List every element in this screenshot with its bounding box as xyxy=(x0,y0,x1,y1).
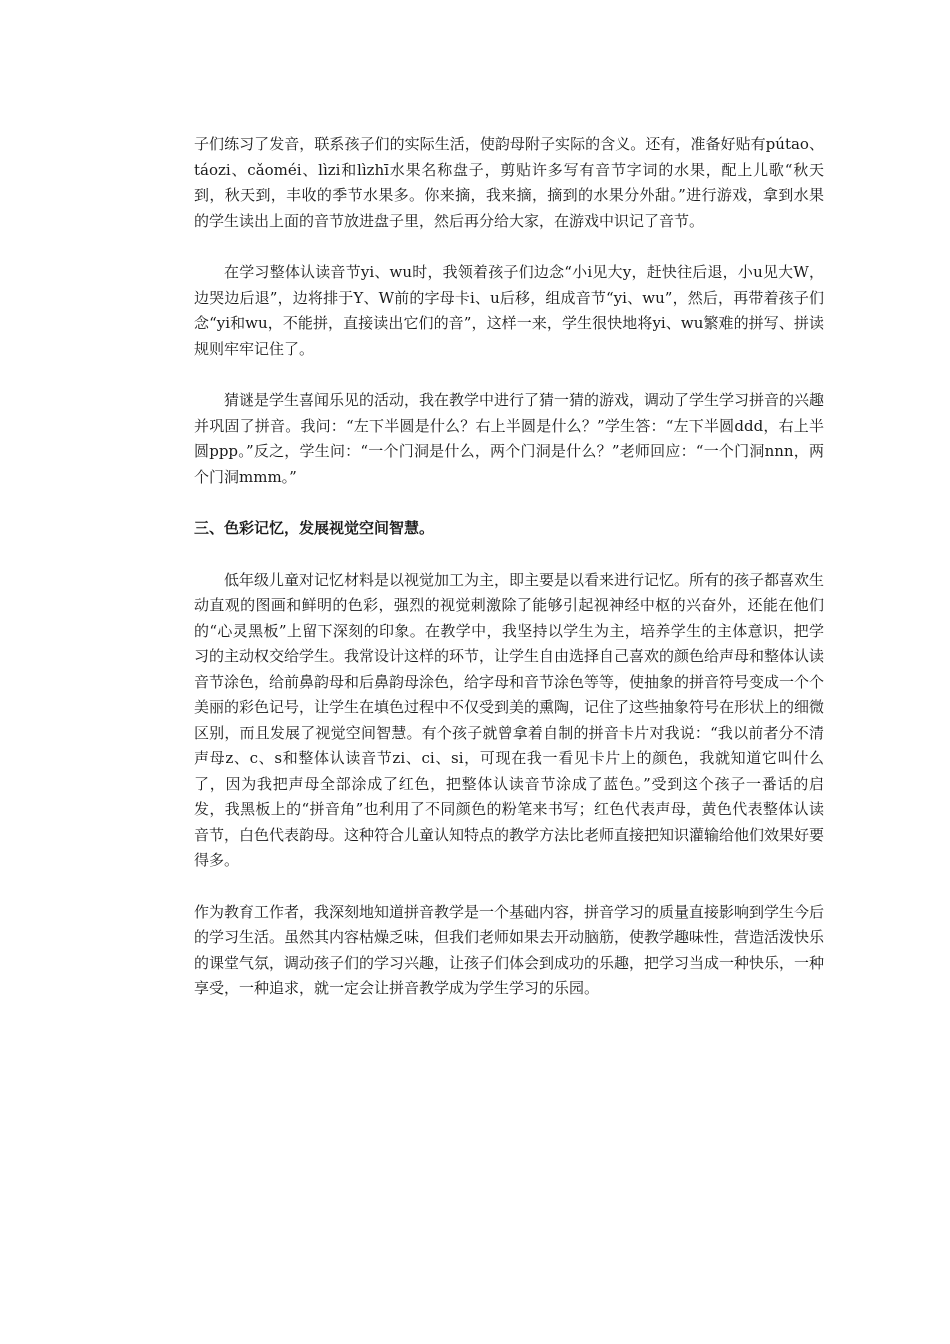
paragraph-color-memory: 低年级儿童对记忆材料是以视觉加工为主，即主要是以看来进行记忆。所有的孩子都喜欢生动直观的图画和鲜明的色彩，强烈的视觉刺激除了能够引起视神经中枢的兴奋外，还能在他们的“心灵黑板”上留下深刻的印象。在教学中，我坚持以学生为主，培养学生的主体意识，把学习的主动权交给学生。我常设计这样的环节，让学生自由选择自己喜欢的颜色给声母和整体认读音节涂色，给前鼻韵母和后鼻韵母涂色，给字母和音节涂色等等，使抽象的拼音符号变成一个个美丽的彩色记号，让学生在填色过程中不仅受到美的熏陶，记住了这些抽象符号在形状上的细微区别，而且发展了视觉空间智慧。有个孩子就曾拿着自制的拼音卡片对我说：“我以前者分不清声母z、c、s和整体认读音节zi、ci、si，可现在我一看见卡片上的颜色，我就知道它叫什么了，因为我把声母全部涂成了红色，把整体认读音节涂成了蓝色。”受到这个孩子一番话的启发，我黑板上的“拼音角”也利用了不同颜色的粉笔来书写；红色代表声母，黄色代表整体认读音节，白色代表韵母。这种符合儿童认知特点的教学方法比老师直接把知识灌输给他们效果好要得多。 xyxy=(194,570,825,869)
document-body xyxy=(194,132,824,1028)
paragraph-conclusion: 作为教育工作者，我深刻地知道拼音教学是一个基础内容，拼音学习的质量直接影响到学生今后的学习生活。虽然其内容枯燥乏味，但我们老师如果去开动脑筋，使教学趣味性，营造活泼快乐的课堂气氛，调动孩子们的学习兴趣，让孩子们体会到成功的乐趣，把学习当成一种快乐，一种享受，一种追求，就一定会让拼音教学成为学生学习的乐园。 xyxy=(194,902,825,997)
paragraph-riddle-game: 猜谜是学生喜闻乐见的活动，我在教学中进行了猜一猜的游戏，调动了学生学习拼音的兴趣并巩固了拼音。我问：“左下半圆是什么？右上半圆是什么？”学生答：“左下半圆ddd，右上半圆ppp。”反之，学生问：“一个门洞是什么，两个门洞是什么？”老师回应：“一个门洞nnn，两个门洞mmm。” xyxy=(194,391,825,486)
paragraph-fruit-game: 子们练习了发音，联系孩子们的实际生活，使韵母附子实际的含义。还有，准备好贴有pútao、táozi、cǎoméi、lìzi和lìzhī水果名称盘子，剪贴许多写有音节字词的水果，配上儿歌“秋天到，秋天到，丰收的季节水果多。你来摘，我来摘，摘到的水果分外甜。”进行游戏，拿到水果的学生读出上面的音节放进盘子里，然后再分给大家，在游戏中识记了音节。 xyxy=(194,135,824,230)
paragraph-yi-wu: 在学习整体认读音节yi、wu时，我领着孩子们边念“小i见大y，赶快往后退，小u见大W，边哭边后退”，边将排于Y、W前的字母卡i、u后移，组成音节“yi、wu”，然后，再带着孩子们念“yi和wu，不能拼，直接读出它们的音”，这样一来，学生很快地将yi、wu繁难的拼写、拼读规则牢牢记住了。 xyxy=(194,263,824,358)
section-heading-color-memory: 三、色彩记忆，发展视觉空间智慧。 xyxy=(194,519,435,537)
